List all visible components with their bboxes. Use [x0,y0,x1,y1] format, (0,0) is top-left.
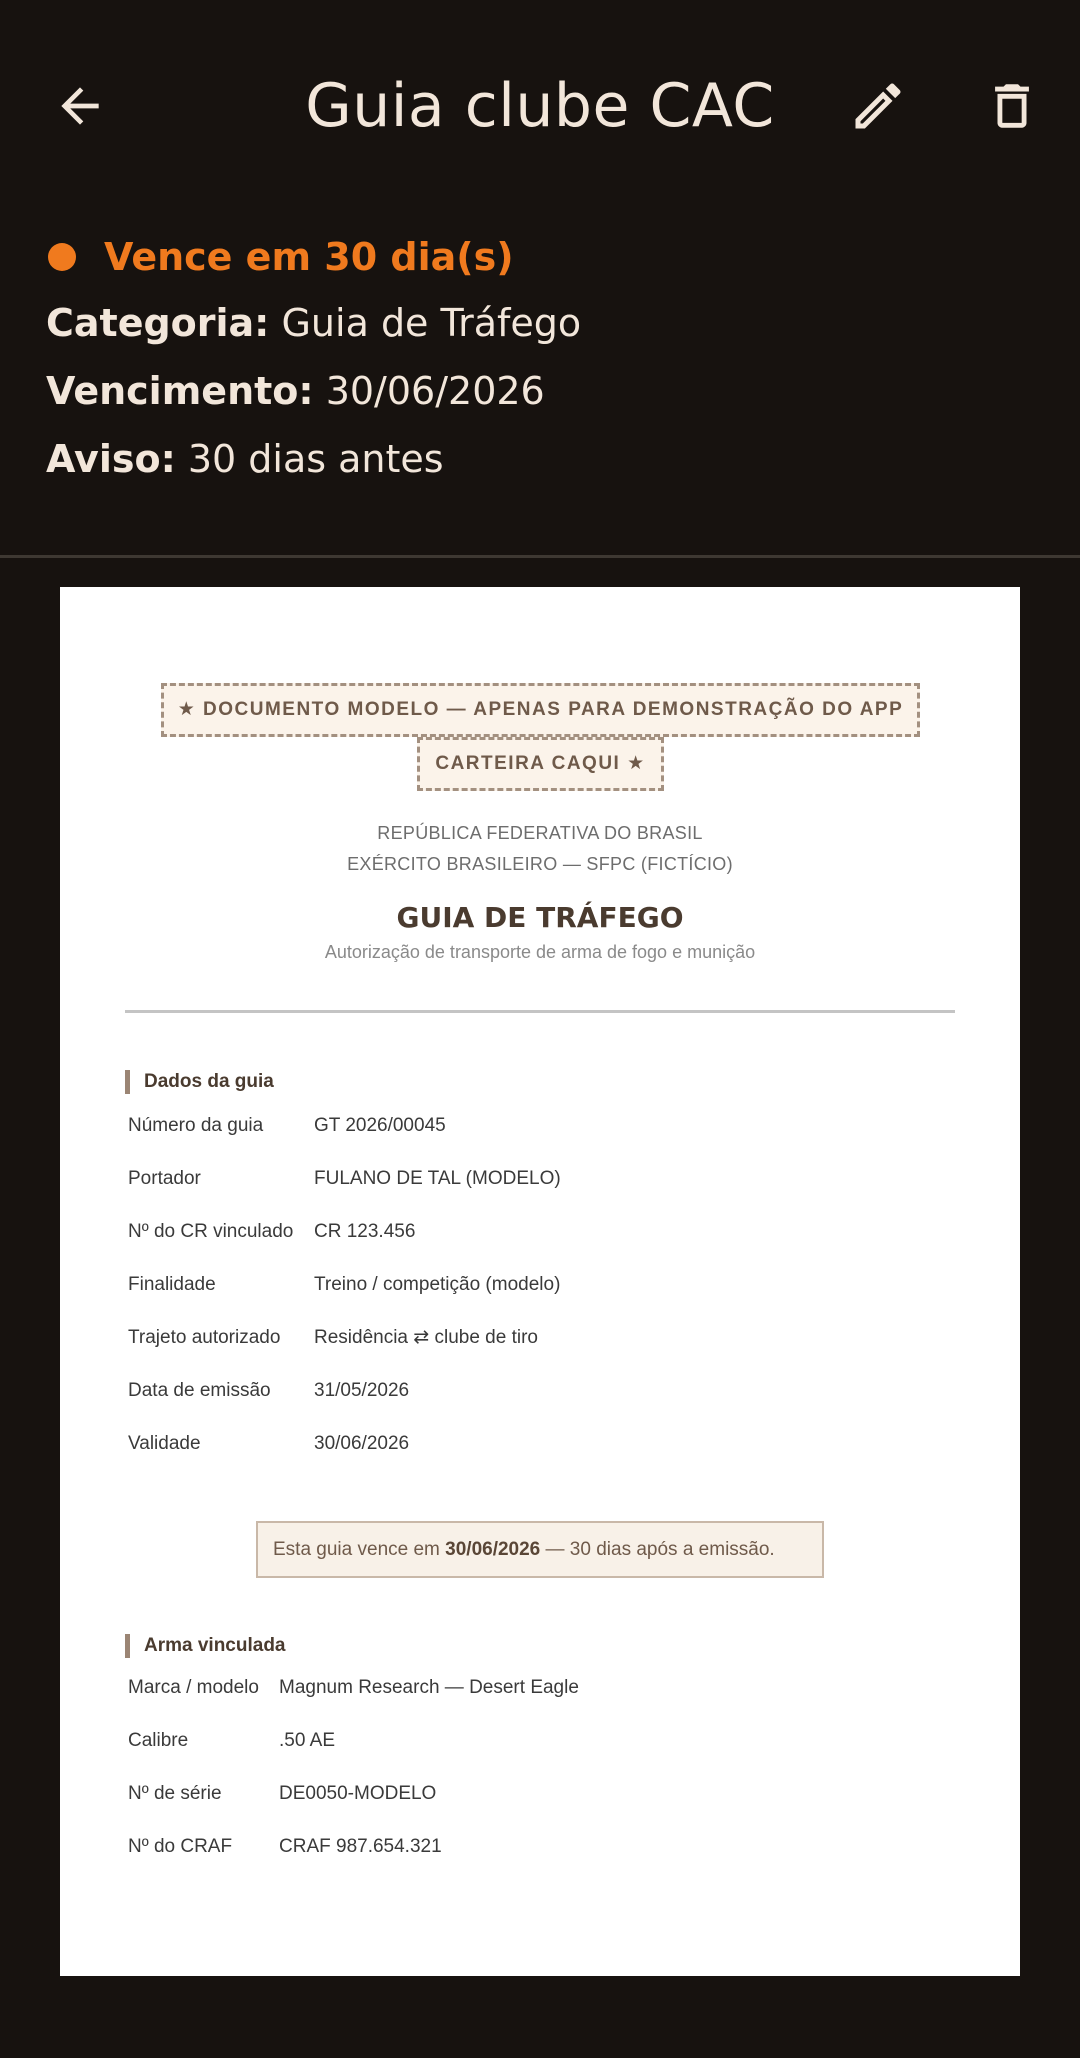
table-row [128,1417,958,1470]
row-label: Data de emissão [128,1379,271,1401]
row-label: Portador [128,1167,201,1189]
delete-button[interactable] [972,66,1052,146]
row-label: Validade [128,1432,201,1454]
trash-icon [983,77,1041,135]
expiry-status [46,225,1036,289]
section-heading-linked-weapon: Arma vinculada [125,1634,286,1658]
guide-data-table [128,1099,958,1470]
pencil-icon [848,76,908,136]
reminder-value: 30 dias antes [187,437,444,481]
row-value: CR 123.456 [314,1220,416,1242]
linked-weapon-table [128,1661,958,1873]
row-label: Trajeto autorizado [128,1326,281,1348]
arrow-left-icon [52,78,108,134]
table-row [128,1099,958,1152]
expiry-notice-prefix: Esta guia vence em [273,1539,446,1560]
document-preview[interactable] [60,587,1020,1976]
table-row [128,1152,958,1205]
category-line [46,289,1036,357]
edit-button[interactable] [838,66,918,146]
document-title: GUIA DE TRÁFEGO [396,901,684,934]
document-rule [125,1010,955,1013]
table-row [128,1820,958,1873]
row-value: .50 AE [279,1729,335,1751]
page-title: Guia clube CAC [305,71,775,141]
gov-header-line2: EXÉRCITO BRASILEIRO — SFPC (FICTÍCIO) [347,854,733,874]
row-value: 30/06/2026 [314,1432,410,1454]
demo-stamp-line1: ★ DOCUMENTO MODELO — APENAS PARA DEMONSTRAÇÃO DO APP [161,683,920,737]
table-row [128,1311,958,1364]
table-row [128,1767,958,1820]
document-subtitle: Autorização de transporte de arma de fogo e munição [324,942,756,962]
row-label: Número da guia [128,1114,264,1136]
reminder-line [46,425,1036,493]
demo-stamp-line2: CARTEIRA CAQUI ★ [417,737,664,791]
reminder-label: Aviso: [46,437,176,481]
table-row [128,1661,958,1714]
row-value: DE0050-MODELO [279,1782,437,1804]
table-row [128,1205,958,1258]
category-label: Categoria: [46,301,270,345]
expiry-notice-date: 30/06/2026 [445,1539,541,1560]
row-value: Treino / competição (modelo) [314,1273,561,1295]
table-row [128,1364,958,1417]
row-label: Nº do CRAF [128,1835,233,1857]
row-value: Magnum Research — Desert Eagle [279,1676,579,1698]
row-label: Calibre [128,1729,189,1751]
back-button[interactable] [40,66,120,146]
due-date-value: 30/06/2026 [325,369,545,413]
row-value: CRAF 987.654.321 [279,1835,442,1857]
section-heading-guide-data: Dados da guia [125,1070,274,1094]
row-label: Finalidade [128,1273,216,1295]
table-row [128,1714,958,1767]
row-label: Nº de série [128,1782,222,1804]
expiry-notice-suffix: — 30 dias após a emissão. [540,1539,775,1560]
section-divider [0,555,1080,558]
expiry-notice-box [256,1521,824,1578]
category-value: Guia de Tráfego [281,301,582,345]
row-value: Residência ⇄ clube de tiro [314,1327,538,1348]
expiry-status-text: Vence em 30 dia(s) [104,235,514,279]
table-row [128,1258,958,1311]
top-app-bar [0,0,1080,210]
due-date-label: Vencimento: [46,369,314,413]
due-date-line [46,357,1036,425]
row-value: GT 2026/00045 [314,1114,446,1136]
row-value: 31/05/2026 [314,1379,410,1401]
row-label: Nº do CR vinculado [128,1220,294,1242]
row-value: FULANO DE TAL (MODELO) [314,1167,561,1189]
status-dot-icon [48,243,76,271]
gov-header-line1: REPÚBLICA FEDERATIVA DO BRASIL [377,823,703,843]
row-label: Marca / modelo [128,1676,259,1698]
document-info [46,225,1036,493]
